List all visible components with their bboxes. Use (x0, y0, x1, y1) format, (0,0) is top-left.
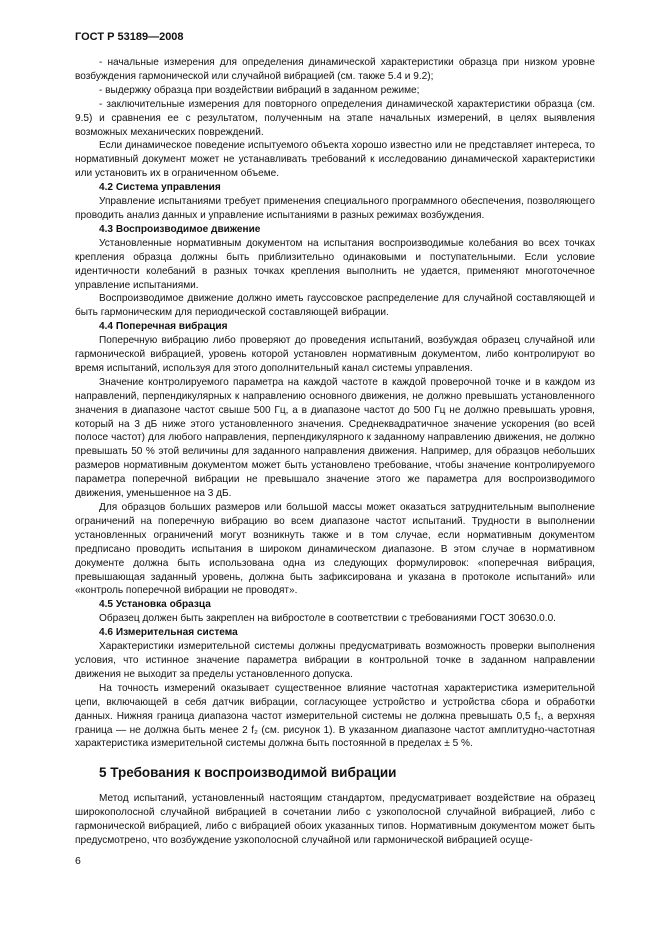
paragraph-test-method: Метод испытаний, установленный настоящим стандартом, предусматривает воздействие на образец широкополосной случайной вибрацией в сочетании либо с узкополосной случайной вибрацией, либо с гармонической вибрацией, либо с вибрацией обоих указанных типов. Нормативным документом может быть предусмотрено, что возбуждение узкополосной случайной или гармонической вибрацией осуще- (75, 793, 595, 847)
document-body (75, 56, 595, 848)
paragraph-transverse-check: Поперечную вибрацию либо проверяют до проведения испытаний, возбуждая образец случайной или гармонической вибрацией, уровень которой установлен нормативным документом, либо контролируют во время испытаний, используя для этого дополнительный канал системы управления. (75, 335, 595, 374)
document-header: ГОСТ Р 53189—2008 (75, 31, 184, 43)
paragraph-large-specimens: Для образцов больших размеров или большой массы может оказаться затруднительным выполнение ограничений на поперечную вибрацию во всем диапазоне частот испытаний. Трудности в выполнении установленных ограничений могут возникнуть также и в том случае, если нормативным документом предписано проводить испытания в широком динамическом диапазоне. В этом случае в нормативном документе должна быть использована одна из следующих формулировок: «поперечная вибрация, превышающая заданный уровень, должна быть зафиксирована и указана в протоколе испытаний» или «контроль поперечной вибрации не проводят». (75, 502, 595, 597)
page-number: 6 (75, 855, 81, 867)
subsection-heading-4-6: 4.6 Измерительная система (99, 627, 238, 639)
list-item-exposure: - выдержку образца при воздействии вибраций в заданном режиме; (99, 84, 420, 96)
section-heading-5: 5 Требования к воспроизводимой вибрации (99, 765, 397, 781)
list-item-initial-measurements: - начальные измерения для определения динамической характеристики образца при низком уровне возбуждения гармонической или случайной вибрацией (см. также 5.4 и 9.2); (75, 57, 595, 82)
paragraph-mounting: Образец должен быть закреплен на вибростоле в соответствии с требованиями ГОСТ 30630.0.0. (99, 613, 556, 625)
paragraph-dynamic-behavior: Если динамическое поведение испытуемого объекта хорошо известно или не представляет интереса, то нормативный документ может не устанавливать требований к исследованию динамической характеристики или установить их в ограниченном объеме. (75, 140, 595, 180)
subsection-heading-4-4: 4.4 Поперечная вибрация (99, 321, 228, 333)
paragraph-transverse-limits: Значение контролируемого параметра на каждой частоте в каждой проверочной точке и в каждом из направлений, перпендикулярных к направлению основного движения, не должно превышать установленного значения в диапазоне частот свыше 500 Гц, а в диапазоне частот до 500 Гц не должно превышать уровня, который на 3 дБ ниже этого установленного значения. Среднеквадратичное значение ускорения (во всей полосе частот) для любого направления, перпендикулярного к заданному направлению движения, не должно превышать 50 % этой величины для заданного направления движения. Например, для образцов небольших размеров нормативным документом может быть установлено требование, чтобы значение контролируемого параметра поперечной вибрации не превышало значение этого же параметра для воспроизводимого движения, уменьшенное на 3 дБ. (75, 376, 595, 500)
list-item-final-measurements: - заключительные измерения для повторного определения динамической характеристики образца (см. 9.5) и сравнения ее с результатом, полученным на этапе начальных измерений, в целях выявления возможных механических повреждений. (75, 98, 595, 138)
subsection-heading-4-3: 4.3 Воспроизводимое движение (99, 223, 261, 235)
paragraph-frequency-response: На точность измерений оказывает существенное влияние частотная характеристика измерительной цепи, включающей в себя датчик вибрации, согласующее устройство и устройства сбора и обработки данных. Нижняя граница диапазона частот измерительной системы не должна превышать 0,5 f₁, а верхняя граница — не должна быть менее 2 f₂ (см. рисунок 1). В указанном диапазоне частот амплитудно-частотная характеристика измерительной системы должна быть постоянной в пределах ± 5 %. (75, 682, 595, 750)
paragraph-reproduced-motion: Установленные нормативным документом на испытания воспроизводимые колебания во всех точках крепления образца должны быть приблизительно одинаковыми и поступательными. Если условие идентичности колебаний в разных точках крепления выполнить не удается, применяют многоточечное управление испытаниями. (75, 237, 595, 291)
subsection-heading-4-2: 4.2 Система управления (99, 182, 221, 194)
paragraph-measurement-system: Характеристики измерительной системы должны предусматривать возможность проверки выполнения условия, что истинное значение параметра вибрации в контрольной точке в заданном направлении движения не выходит за пределы установленного допуска. (75, 641, 595, 680)
paragraph-control-system: Управление испытаниями требует применения специального программного обеспечения, позволяющего проводить анализ данных и управление испытаниями в разных режимах возбуждения. (75, 196, 595, 221)
paragraph-gaussian-distribution: Воспроизводимое движение должно иметь гауссовское распределение для случайной составляющей и быть гармоническим для периодической составляющей вибрации. (75, 293, 595, 319)
subsection-heading-4-5: 4.5 Установка образца (99, 599, 211, 611)
